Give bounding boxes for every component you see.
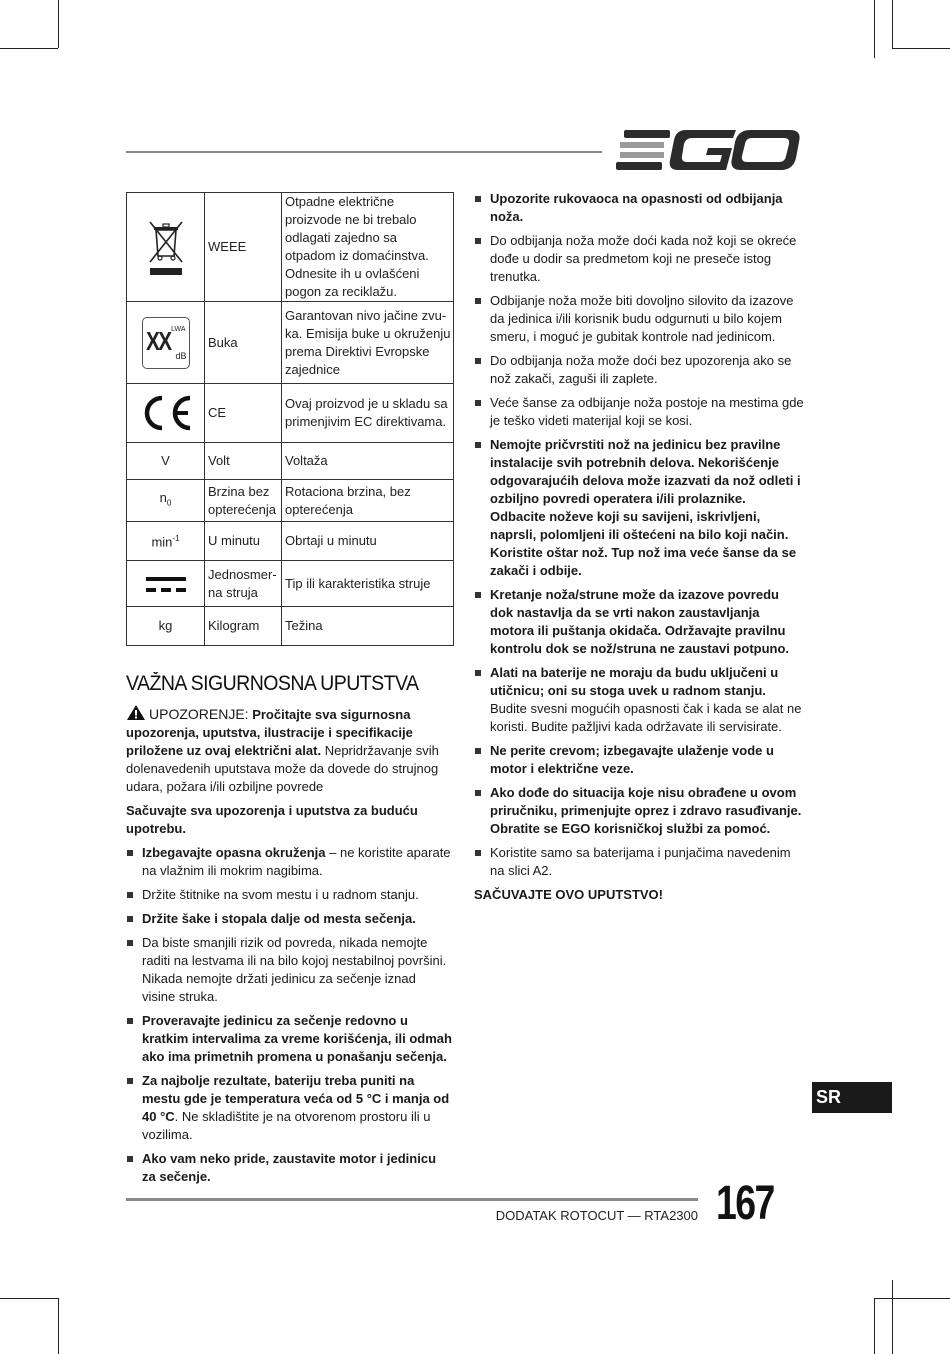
list-item: Do odbijanja noža može doći bez upozorenja ako se nož zakači, zaguši ili zaplete.: [474, 352, 804, 388]
weee-crossed-bin-icon: [146, 218, 186, 276]
symbol-cell: [127, 384, 205, 443]
list-item: Alati na baterije ne moraju da budu uključeni u utičnicu; oni su stoga uvek u radnom stanju. Budite svesni mogućih opasnosti čak i kada se alat ne koristi. Budite pažljivi kada održavate ili servisirate.: [474, 664, 804, 736]
symbol-cell: [127, 561, 205, 607]
symbol-name: CE: [205, 384, 282, 443]
symbol-cell: [127, 302, 205, 384]
symbol-name: Brzina bez opterećenja: [205, 480, 282, 522]
list-item: Ako dođe do situacija koje nisu obrađene u ovom priručniku, primenjujte oprez i zdravo rasuđivanje. Obratite se EGO korisničkoj službi za pomoć.: [474, 784, 804, 838]
language-tab: SR: [812, 1082, 892, 1113]
crop-mark: [874, 0, 875, 58]
left-bullet-list: [126, 844, 452, 1186]
crop-mark: [0, 1298, 58, 1299]
list-item: Izbegavajte opasna okruženja – ne koristite aparate na vlažnim ili mokrim nagibima.: [126, 844, 452, 880]
symbol-cell: kg: [127, 607, 205, 646]
crop-mark: [892, 48, 950, 49]
symbols-table: [126, 192, 454, 646]
crop-mark: [874, 1298, 875, 1354]
section-heading: VAŽNA SIGURNOSNA UPUTSTVA: [126, 672, 419, 695]
symbol-cell: [127, 522, 205, 561]
crop-mark: [892, 1280, 893, 1354]
symbol-description: Tip ili karakteristika struje: [282, 561, 454, 607]
symbol-description: Ovaj proizvod je u skladu sa primenjivim EC direktivama.: [282, 384, 454, 443]
symbol-description: Garantovan nivo jačine zvuka. Emisija buke u okruženju prema Direktivi Evropske zajednice: [282, 302, 454, 384]
list-item: Za najbolje rezultate, bateriju treba puniti na mestu gde je temperatura veća od 5 °C i manja od 40 °C. Ne skladištite je na otvorenom prostoru ili u vozilima.: [126, 1072, 452, 1144]
symbol-description: Obrtaji u minutu: [282, 522, 454, 561]
table-row: [127, 302, 454, 384]
table-row: [127, 607, 454, 646]
symbol-description: Težina: [282, 607, 454, 646]
direct-current-icon: [144, 572, 188, 596]
save-note: Sačuvajte sva upozorenja i uputstva za buduću upotrebu.: [126, 803, 418, 836]
list-item: Koristite samo sa baterijama i punjačima navedenim na slici A2.: [474, 844, 804, 880]
crop-mark: [58, 0, 59, 48]
page-number: 167: [716, 1177, 774, 1230]
noise-level-icon: [142, 317, 190, 369]
list-item: Veće šanse za odbijanje noža postoje na mestima gde je teško videti materijal koji se kosi.: [474, 394, 804, 430]
list-item: Kretanje noža/strune može da izazove povredu dok nastavlja da se vrti nakon zaustavljanja motora ili puštanja okidača. Održavajte pravilnu kontrolu dok se nož/struna ne zaustavi potpuno.: [474, 586, 804, 658]
list-item: Držite štitnike na svom mestu i u radnom stanju.: [126, 886, 452, 904]
list-item: Nemojte pričvrstiti nož na jedinicu bez pravilne instalacije svih potrebnih delova. Nekorišćenje odgovarajućih delova može izazvati da nož odleti i ozbiljno povredi operatera i/ili prolaznike. Odbacite noževe koji su savijeni, iskrivljeni, naprsli, polomljeni ili oštećeni na bilo koji način. Koristite oštar nož. Tup nož ima veće šanse da se zakači i odbije.: [474, 436, 804, 580]
ego-logo: [616, 128, 800, 172]
table-row: [127, 443, 454, 480]
symbol-name: Kilogram: [205, 607, 282, 646]
warning-paragraph: [126, 704, 452, 796]
symbol-superscript: -1: [172, 534, 180, 544]
table-row: [127, 561, 454, 607]
symbol-cell: [127, 193, 205, 302]
symbol-text: n: [159, 489, 167, 505]
noise-level-icon-sub-top: LWA: [171, 325, 186, 333]
crop-mark: [0, 48, 58, 49]
symbol-cell: V: [127, 443, 205, 480]
list-item: Do odbijanja noža može doći kada nož koji se okreće dođe u dodir sa predmetom koji ne preseče istog trenutka.: [474, 232, 804, 286]
crop-mark: [874, 1298, 950, 1299]
crop-mark: [892, 0, 893, 48]
warning-triangle-icon: [126, 704, 146, 721]
symbol-description: Rotaciona brzina, bez opterećenja: [282, 480, 454, 522]
symbol-name: Jednosmerna struja: [205, 561, 282, 607]
header-rule: [126, 151, 602, 153]
warning-bold: Pročitajte sva sigurnosna upozorenja, uputstva, ilustracije i specifikacije priložene uz ovaj električni alat.: [126, 707, 413, 758]
noise-level-icon-unit: dB: [175, 350, 187, 361]
footer-rule: [126, 1198, 698, 1201]
symbol-cell: [127, 480, 205, 522]
symbol-name: Buka: [205, 302, 282, 384]
list-item: Ako vam neko pride, zaustavite motor i jedinicu za sečenje.: [126, 1150, 452, 1186]
warning-label: UPOZORENJE:: [149, 706, 249, 722]
table-row: [127, 522, 454, 561]
table-row: [127, 193, 454, 302]
list-item: Odbijanje noža može biti dovoljno silovito da izazove da jedinica i/ili korisnik budu odgurnuti u bilo kojem smeru, i moguć je gubitak kontrole nad jedinicom.: [474, 292, 804, 346]
list-item: Upozorite rukovaoca na opasnosti od odbijanja noža.: [474, 190, 804, 226]
closing-note: SAČUVAJTE OVO UPUTSTVO!: [474, 887, 664, 902]
symbol-name: U minutu: [205, 522, 282, 561]
list-item: Držite šake i stopala dalje od mesta sečenja.: [126, 910, 452, 928]
table-row: [127, 384, 454, 443]
table-row: [127, 480, 454, 522]
footer-title: DODATAK ROTOCUT — RTA2300: [495, 1208, 698, 1223]
kickback-section: [474, 190, 804, 910]
safety-section: [126, 672, 452, 1192]
symbol-name: Volt: [205, 443, 282, 480]
symbol-subscript: 0: [166, 498, 172, 508]
symbol-description: Otpadne električne proizvode ne bi trebalo odlagati zajedno sa otpadom iz domaćinstva. Odnesite ih u ovlašćeni pogon za reciklažu.: [282, 193, 454, 302]
ce-mark-icon: [138, 394, 194, 432]
right-bullet-list: [474, 190, 804, 880]
list-item: Da biste smanjili rizik od povreda, nikada nemojte raditi na lestvama ili na bilo kojoj nestabilnoj površini. Nikada nemojte držati jedinicu za sečenje iznad visine struka.: [126, 934, 452, 1006]
list-item: Ne perite crevom; izbegavajte ulaženje vode u motor i električne veze.: [474, 742, 804, 778]
noise-level-icon-text: XX: [145, 325, 171, 356]
crop-mark: [58, 1298, 59, 1354]
list-item: Proveravajte jedinicu za sečenje redovno u kratkim intervalima za vreme korišćenja, ili odmah ako ima primetnih promena u ponašanju sečenja.: [126, 1012, 452, 1066]
symbol-description: Voltaža: [282, 443, 454, 480]
symbol-text: min: [151, 534, 173, 550]
symbol-name: WEEE: [205, 193, 282, 302]
warning-text: Nepridržavanje svih dolenavedenih uputstava može da dovede do strujnog udara, požara i/ili ozbiljne povrede: [126, 743, 439, 794]
